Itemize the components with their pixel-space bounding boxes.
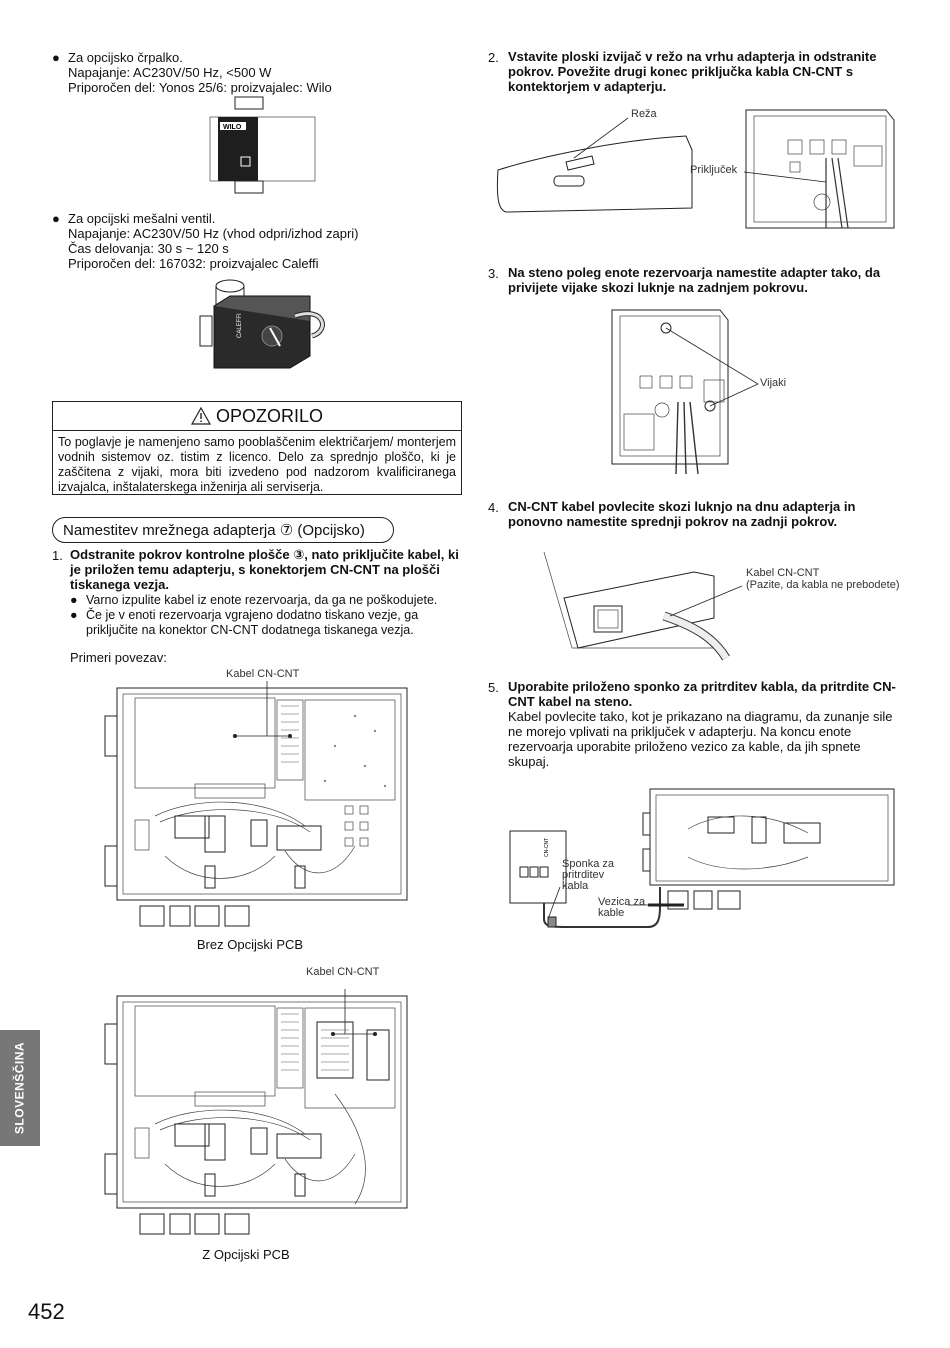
language-side-tab bbox=[0, 1030, 40, 1146]
bullet-icon: ● bbox=[52, 50, 60, 65]
step1-bullet-1-text: Varno izpulite kabel iz enote rezervoarja, da ga ne poškodujete. bbox=[86, 593, 438, 607]
valve-line-1: Za opcijski mešalni ventil. bbox=[68, 211, 216, 226]
warning-body: To poglavje je namenjeno samo pooblaščenim električarjem/ monterjem vodnih sistemov oz. tistim z licenco. Delo za sprednjo ploščo, ki je zaščitena z vijaki, mora biti izvedeno pod nadzorom kvalificiranega izvajalca, inštalaterskega inženirja ali serviserja. bbox=[58, 435, 456, 494]
step2-number: 2. bbox=[488, 50, 499, 65]
warning-header bbox=[53, 402, 461, 431]
valve-spec bbox=[52, 211, 462, 271]
step1-bullet-2-text: Če je v enoti rezervoarja vgrajeno dodatno tiskano vezje, ga priključite na konektor CN-CNT dodatnega tiskanega vezja. bbox=[86, 608, 419, 637]
pump-line-2: Napajanje: AC230V/50 Hz, <500 W bbox=[68, 65, 272, 80]
bullet-icon: ● bbox=[70, 608, 78, 622]
step5-text-normal: Kabel povlecite tako, kot je prikazano na diagramu, da zunanje sile ne morejo vplivati na priključek v adapterju. Na koncu enote rezervoarja uporabite priloženo vezico za kable, da jih spnete skupaj. bbox=[508, 709, 893, 769]
valve-line-2: Napajanje: AC230V/50 Hz (vhod odpri/izhod zapri) bbox=[68, 226, 359, 241]
examples-label: Primeri povezav: bbox=[70, 650, 167, 665]
step1-text: Odstranite pokrov kontrolne plošče ③, nato priključite kabel, ki je priložen temu adapterju, s konektorjem CN-CNT na plošči tiskanega vezja. bbox=[70, 547, 459, 592]
callout-connector: Priključek bbox=[690, 164, 738, 176]
diagram1-caption: Brez Opcijski PCB bbox=[196, 937, 304, 952]
diagram2-caption: Z Opcijski PCB bbox=[202, 1247, 290, 1262]
step1-number: 1. bbox=[52, 548, 63, 563]
diagram2-callout: Kabel CN-CNT bbox=[306, 966, 380, 978]
control-board-diagram-2 bbox=[105, 994, 415, 1239]
step1-bullet-2 bbox=[70, 608, 462, 638]
step4-text: CN-CNT kabel povlecite skozi luknjo na dnu adapterja in ponovno namestite sprednji pokrov na zadnji pokrov. bbox=[508, 499, 856, 529]
step1-bullet-1 bbox=[70, 593, 462, 608]
callout-slot: Reža bbox=[631, 108, 657, 120]
pump-line-1: Za opcijsko črpalko. bbox=[68, 50, 183, 65]
page-number: 452 bbox=[28, 1299, 65, 1324]
adapter-cover-removal-illustration bbox=[496, 110, 906, 258]
step4-number: 4. bbox=[488, 500, 499, 515]
valve-brand-label: CALEFFI bbox=[237, 313, 243, 338]
step2-text: Vstavite ploski izvijač v režo na vrhu adapterja in odstranite pokrov. Povežite drugi konec priključka kabla CN-CNT s kontektorjem v adapterju. bbox=[508, 49, 877, 94]
pump-brand-label: WILO bbox=[223, 124, 242, 131]
callout-cable-group bbox=[746, 567, 906, 591]
valve-line-4: Priporočen del: 167032: proizvajalec Caleffi bbox=[68, 256, 319, 271]
bullet-icon: ● bbox=[70, 593, 78, 607]
callout-cable-note: (Pazite, da kabla ne prebodete) bbox=[746, 579, 900, 591]
pump-line-3: Priporočen del: Yonos 25/6: proizvajalec: Wilo bbox=[68, 80, 332, 95]
callout-cable-clip: Sponka za pritrditev kabla bbox=[562, 858, 614, 892]
adapter-cable-routing-illustration bbox=[544, 548, 744, 664]
diagram1-callout: Kabel CN-CNT bbox=[226, 668, 300, 680]
adapter-wall-mount-illustration bbox=[600, 306, 770, 478]
mixing-valve-illustration bbox=[200, 276, 330, 376]
pump-spec bbox=[52, 50, 462, 95]
adapter-cn-cnt-label: CN-CNT bbox=[544, 837, 550, 857]
step3-text: Na steno poleg enote rezervoarja namestite adapter tako, da privijete vijake skozi luknje na zadnjem pokrovu. bbox=[508, 265, 881, 295]
step5-text-block bbox=[508, 679, 900, 769]
callout-cable-tie: Vezica za kable bbox=[598, 896, 646, 919]
bullet-icon: ● bbox=[52, 211, 60, 226]
callout-cable: Kabel CN-CNT bbox=[746, 567, 820, 579]
step5-number: 5. bbox=[488, 680, 499, 695]
callout-screws: Vijaki bbox=[760, 377, 787, 389]
warning-box bbox=[52, 401, 462, 495]
warning-triangle-icon bbox=[191, 407, 211, 425]
step5-text-bold: Uporabite priloženo sponko za pritrditev kabla, da pritrdite CN-CNT kabel na steno. bbox=[508, 679, 896, 709]
step3-number: 3. bbox=[488, 266, 499, 281]
section-title: Namestitev mrežnega adapterja ⑦ (Opcijsko) bbox=[52, 517, 394, 543]
language-label: SLOVENŠČINA bbox=[12, 1041, 27, 1135]
pump-illustration bbox=[210, 97, 318, 193]
control-board-diagram-1 bbox=[105, 686, 415, 931]
valve-line-3: Čas delovanja: 30 s ~ 120 s bbox=[68, 241, 229, 256]
warning-title: OPOZORILO bbox=[216, 406, 324, 426]
